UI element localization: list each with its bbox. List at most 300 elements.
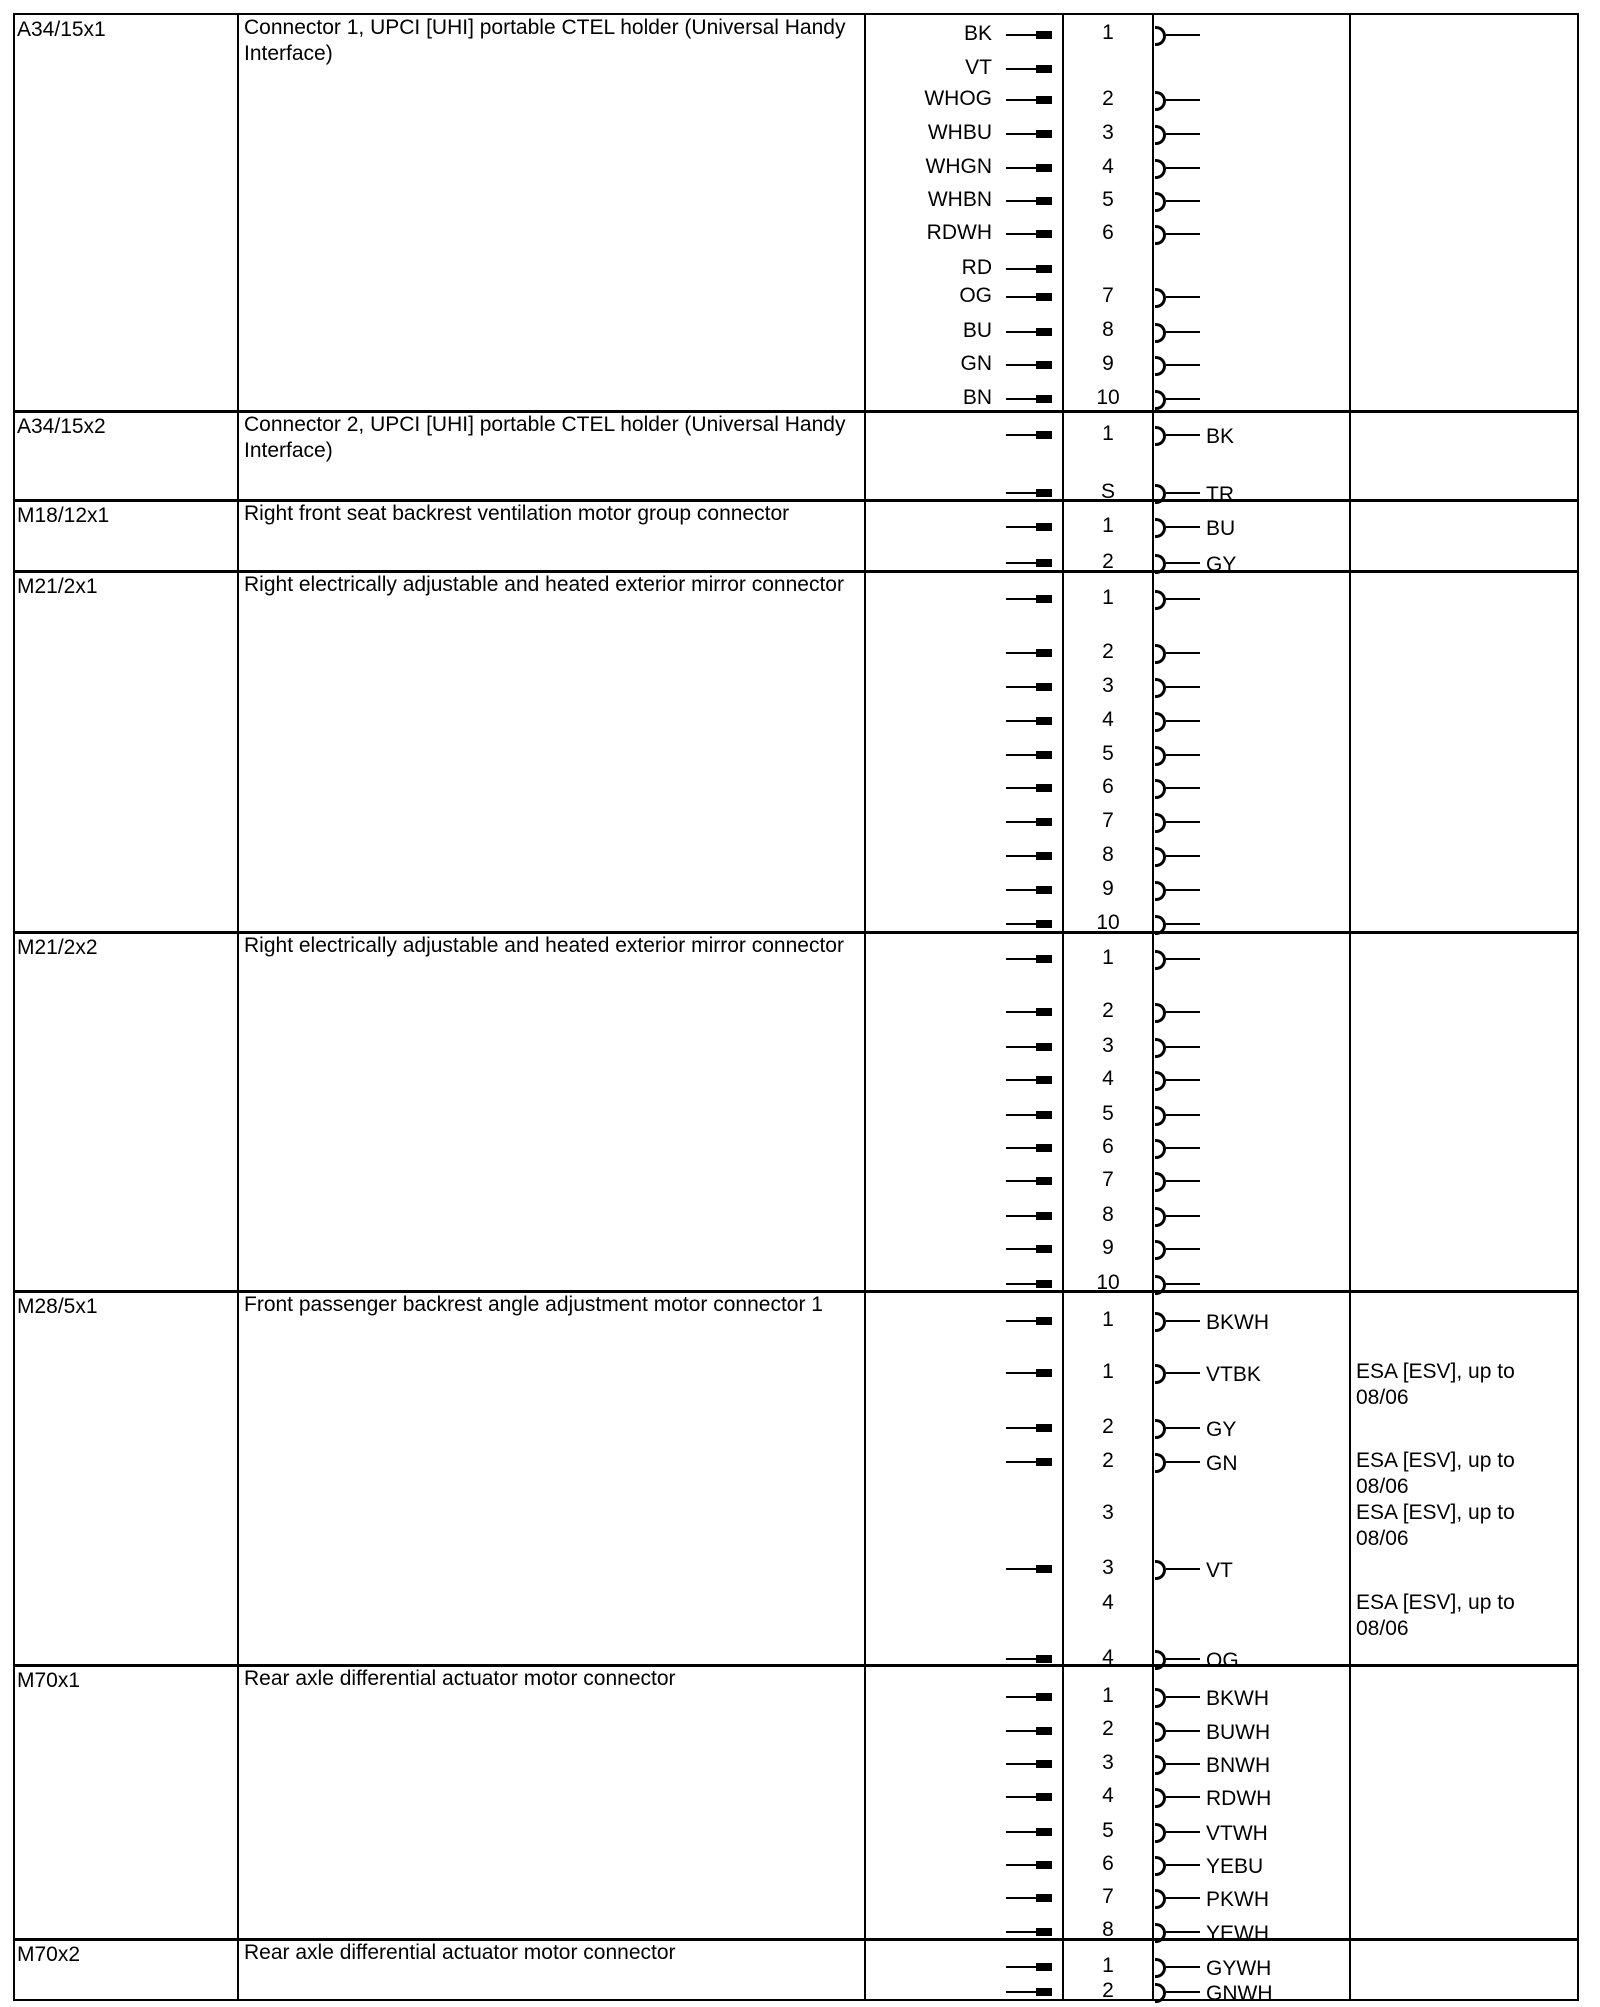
pin-terminal-icon bbox=[1036, 1963, 1052, 1971]
connector-description: Right front seat backrest ventilation motor group connector bbox=[244, 502, 790, 525]
wire-line bbox=[1006, 1180, 1038, 1182]
wire-line bbox=[1006, 1079, 1038, 1081]
wire-line bbox=[1006, 1283, 1038, 1285]
wire-stub bbox=[864, 1891, 1052, 1905]
socket-arc-icon bbox=[1155, 1207, 1166, 1227]
socket-icon bbox=[1155, 1003, 1203, 1021]
socket-arc-icon bbox=[1155, 779, 1166, 799]
pin-terminal-icon bbox=[1036, 1369, 1052, 1377]
socket-icon bbox=[1155, 554, 1203, 572]
wire-color-right: VT bbox=[1206, 1559, 1233, 1582]
socket-icon bbox=[1155, 484, 1203, 502]
socket-arc-icon bbox=[1155, 1038, 1166, 1058]
wire-color-left: GN bbox=[960, 352, 992, 375]
socket-arc-icon bbox=[1155, 1958, 1166, 1978]
socket-arc-icon bbox=[1155, 91, 1166, 111]
socket-lead bbox=[1166, 1461, 1200, 1463]
pin-number: 2 bbox=[1102, 640, 1114, 663]
wire-stub bbox=[864, 917, 1052, 931]
wire-line bbox=[1006, 958, 1038, 960]
socket-icon bbox=[1155, 1240, 1203, 1258]
socket-lead bbox=[1166, 821, 1200, 823]
socket-lead bbox=[1166, 331, 1200, 333]
socket-lead bbox=[1166, 296, 1200, 298]
pin-terminal-icon bbox=[1036, 1280, 1052, 1288]
wire-line bbox=[1006, 1461, 1038, 1463]
socket-icon bbox=[1155, 1453, 1203, 1471]
pin-number: 6 bbox=[1102, 775, 1114, 798]
socket-lead bbox=[1166, 1079, 1200, 1081]
pin-terminal-icon bbox=[1036, 1793, 1052, 1801]
socket-arc-icon bbox=[1155, 356, 1166, 376]
socket-icon bbox=[1155, 288, 1203, 306]
pin-terminal-icon bbox=[1036, 164, 1052, 172]
pin-number: 6 bbox=[1102, 221, 1114, 244]
pin-terminal-icon bbox=[1036, 230, 1052, 238]
socket-lead bbox=[1166, 1283, 1200, 1285]
socket-lead bbox=[1166, 1931, 1200, 1933]
pin-number: 7 bbox=[1102, 1885, 1114, 1908]
wire-stub bbox=[864, 1858, 1052, 1872]
wire-line bbox=[1006, 787, 1038, 789]
socket-icon bbox=[1155, 1071, 1203, 1089]
socket-icon bbox=[1155, 847, 1203, 865]
pin-terminal-icon bbox=[1036, 361, 1052, 369]
wire-stub bbox=[864, 1960, 1052, 1974]
socket-icon bbox=[1155, 356, 1203, 374]
wire-line bbox=[1006, 720, 1038, 722]
wire-line bbox=[1006, 1831, 1038, 1833]
connector-code: A34/15x2 bbox=[17, 415, 106, 438]
pin-terminal-icon bbox=[1036, 1144, 1052, 1152]
pin-terminal-icon bbox=[1036, 96, 1052, 104]
pin-number: 2 bbox=[1102, 1415, 1114, 1438]
pin-number: 2 bbox=[1102, 1449, 1114, 1472]
connector-description: Connector 2, UPCI [UHI] portable CTEL holder (Universal Handy Interface) bbox=[244, 413, 846, 462]
socket-lead bbox=[1166, 133, 1200, 135]
connector-code: M21/2x2 bbox=[17, 936, 98, 959]
pin-number: S bbox=[1100, 480, 1115, 503]
pin-terminal-icon bbox=[1036, 1177, 1052, 1185]
wire-line bbox=[1006, 1897, 1038, 1899]
socket-icon bbox=[1155, 192, 1203, 210]
pin-terminal-icon bbox=[1036, 1212, 1052, 1220]
socket-lead bbox=[1166, 1831, 1200, 1833]
pin-number: 7 bbox=[1102, 1168, 1114, 1191]
socket-arc-icon bbox=[1155, 1889, 1166, 1909]
socket-arc-icon bbox=[1155, 644, 1166, 664]
wire-stub bbox=[864, 1174, 1052, 1188]
wire-stub bbox=[864, 1108, 1052, 1122]
pin-number: 1 bbox=[1102, 514, 1114, 537]
connector-code: M70x1 bbox=[17, 1669, 81, 1692]
socket-icon bbox=[1155, 1788, 1203, 1806]
wire-line bbox=[1006, 562, 1038, 564]
wire-color-right: GY bbox=[1206, 1418, 1237, 1441]
wire-stub bbox=[864, 883, 1052, 897]
socket-lead bbox=[1166, 1966, 1200, 1968]
socket-icon bbox=[1155, 590, 1203, 608]
socket-lead bbox=[1166, 34, 1200, 36]
wire-stub bbox=[864, 680, 1052, 694]
pin-number: 4 bbox=[1102, 1067, 1114, 1090]
wire-stub bbox=[864, 1652, 1052, 1666]
wire-line bbox=[1006, 1114, 1038, 1116]
wire-color-right: BKWH bbox=[1206, 1311, 1269, 1334]
socket-arc-icon bbox=[1155, 746, 1166, 766]
socket-lead bbox=[1166, 492, 1200, 494]
wire-stub bbox=[864, 486, 1052, 500]
socket-arc-icon bbox=[1155, 678, 1166, 698]
socket-arc-icon bbox=[1155, 1650, 1166, 1670]
wire-color-right: GN bbox=[1206, 1452, 1238, 1475]
pin-number: 1 bbox=[1102, 586, 1114, 609]
pin-number: 1 bbox=[1102, 1308, 1114, 1331]
socket-icon bbox=[1155, 1038, 1203, 1056]
socket-icon bbox=[1155, 881, 1203, 899]
pin-number: 4 bbox=[1102, 708, 1114, 731]
wire-line bbox=[1006, 923, 1038, 925]
pin-number: 6 bbox=[1102, 1135, 1114, 1158]
wire-line bbox=[1006, 1568, 1038, 1570]
wire-stub bbox=[864, 1209, 1052, 1223]
pin-terminal-icon bbox=[1036, 328, 1052, 336]
wire-stub bbox=[864, 1690, 1052, 1704]
connector-description: Rear axle differential actuator motor connector bbox=[244, 1941, 676, 1964]
wire-line bbox=[1006, 652, 1038, 654]
wire-color-right: BKWH bbox=[1206, 1687, 1269, 1710]
socket-icon bbox=[1155, 1755, 1203, 1773]
wire-color-left: OG bbox=[959, 284, 992, 307]
wire-stub bbox=[864, 1005, 1052, 1019]
wire-color-left: BK bbox=[963, 22, 992, 45]
wire-line bbox=[1006, 1320, 1038, 1322]
socket-arc-icon bbox=[1155, 426, 1166, 446]
pin-terminal-icon bbox=[1036, 1928, 1052, 1936]
socket-arc-icon bbox=[1155, 1172, 1166, 1192]
socket-icon bbox=[1155, 1139, 1203, 1157]
pin-terminal-icon bbox=[1036, 717, 1052, 725]
connector-description: Connector 1, UPCI [UHI] portable CTEL holder (Universal Handy Interface) bbox=[244, 16, 846, 65]
socket-arc-icon bbox=[1155, 288, 1166, 308]
socket-lead bbox=[1166, 923, 1200, 925]
socket-icon bbox=[1155, 91, 1203, 109]
column-divider bbox=[13, 13, 15, 1999]
socket-lead bbox=[1166, 99, 1200, 101]
socket-lead bbox=[1166, 1696, 1200, 1698]
socket-arc-icon bbox=[1155, 390, 1166, 410]
pin-terminal-icon bbox=[1036, 1828, 1052, 1836]
pin-number: 4 bbox=[1102, 1591, 1114, 1614]
socket-lead bbox=[1166, 686, 1200, 688]
socket-icon bbox=[1155, 125, 1203, 143]
pin-number: 9 bbox=[1102, 877, 1114, 900]
pin-number: 3 bbox=[1102, 121, 1114, 144]
wire-line bbox=[1006, 1931, 1038, 1933]
socket-icon bbox=[1155, 1312, 1203, 1330]
socket-lead bbox=[1166, 434, 1200, 436]
socket-lead bbox=[1166, 1046, 1200, 1048]
socket-icon bbox=[1155, 779, 1203, 797]
connector-description: Rear axle differential actuator motor connector bbox=[244, 1667, 676, 1690]
pin-number: 5 bbox=[1102, 1102, 1114, 1125]
pin-terminal-icon bbox=[1036, 649, 1052, 657]
wire-stub bbox=[864, 849, 1052, 863]
wire-line bbox=[1006, 1763, 1038, 1765]
socket-lead bbox=[1166, 398, 1200, 400]
pin-terminal-icon bbox=[1036, 395, 1052, 403]
wire-stub bbox=[864, 556, 1052, 570]
socket-arc-icon bbox=[1155, 323, 1166, 343]
socket-icon bbox=[1155, 1958, 1203, 1976]
pin-terminal-icon bbox=[1036, 1655, 1052, 1663]
wire-stub bbox=[864, 319, 1052, 342]
wire-color-right: VTBK bbox=[1206, 1363, 1261, 1386]
socket-lead bbox=[1166, 1763, 1200, 1765]
socket-lead bbox=[1166, 1897, 1200, 1899]
socket-arc-icon bbox=[1155, 1240, 1166, 1260]
wire-stub bbox=[864, 952, 1052, 966]
socket-arc-icon bbox=[1155, 192, 1166, 212]
socket-icon bbox=[1155, 712, 1203, 730]
wire-stub bbox=[864, 22, 1052, 45]
socket-lead bbox=[1166, 787, 1200, 789]
wire-line bbox=[1006, 855, 1038, 857]
socket-lead bbox=[1166, 889, 1200, 891]
pin-number: 1 bbox=[1102, 1684, 1114, 1707]
pin-number: 9 bbox=[1102, 1236, 1114, 1259]
socket-icon bbox=[1155, 1106, 1203, 1124]
wire-line bbox=[1006, 1215, 1038, 1217]
pin-number: 4 bbox=[1102, 155, 1114, 178]
wire-stub bbox=[864, 1141, 1052, 1155]
wire-note: ESA [ESV], up to 08/06 bbox=[1356, 1360, 1515, 1409]
socket-arc-icon bbox=[1155, 847, 1166, 867]
connector-code: M28/5x1 bbox=[17, 1295, 98, 1318]
socket-arc-icon bbox=[1155, 1003, 1166, 1023]
pin-terminal-icon bbox=[1036, 818, 1052, 826]
pin-number: 1 bbox=[1102, 422, 1114, 445]
socket-lead bbox=[1166, 1568, 1200, 1570]
socket-lead bbox=[1166, 1864, 1200, 1866]
wire-line bbox=[1006, 821, 1038, 823]
socket-lead bbox=[1166, 1147, 1200, 1149]
socket-arc-icon bbox=[1155, 1071, 1166, 1091]
socket-icon bbox=[1155, 1856, 1203, 1874]
socket-arc-icon bbox=[1155, 518, 1166, 538]
wire-stub bbox=[864, 1562, 1052, 1576]
wire-stub bbox=[864, 284, 1052, 307]
row-divider bbox=[13, 1999, 1579, 2001]
wire-stub bbox=[864, 1242, 1052, 1256]
connector-code: A34/15x1 bbox=[17, 18, 106, 41]
pin-terminal-icon bbox=[1036, 130, 1052, 138]
wire-stub bbox=[864, 1040, 1052, 1054]
pin-terminal-icon bbox=[1036, 1076, 1052, 1084]
wire-line bbox=[1006, 133, 1038, 135]
socket-lead bbox=[1166, 1658, 1200, 1660]
pin-terminal-icon bbox=[1036, 197, 1052, 205]
wire-line bbox=[1006, 1730, 1038, 1732]
pin-number: 1 bbox=[1102, 1360, 1114, 1383]
wire-stub bbox=[864, 256, 1052, 279]
socket-icon bbox=[1155, 950, 1203, 968]
socket-lead bbox=[1166, 1248, 1200, 1250]
socket-arc-icon bbox=[1155, 1560, 1166, 1580]
wire-stub bbox=[864, 1277, 1052, 1291]
wire-stub bbox=[864, 1455, 1052, 1469]
socket-icon bbox=[1155, 26, 1203, 44]
wire-note: ESA [ESV], up to 08/06 bbox=[1356, 1449, 1515, 1498]
socket-icon bbox=[1155, 1172, 1203, 1190]
connector-code: M18/12x1 bbox=[17, 504, 110, 527]
socket-lead bbox=[1166, 233, 1200, 235]
socket-lead bbox=[1166, 1180, 1200, 1182]
socket-icon bbox=[1155, 1688, 1203, 1706]
pin-terminal-icon bbox=[1036, 751, 1052, 759]
socket-arc-icon bbox=[1155, 881, 1166, 901]
wire-note: ESA [ESV], up to 08/06 bbox=[1356, 1591, 1515, 1640]
socket-lead bbox=[1166, 1011, 1200, 1013]
socket-arc-icon bbox=[1155, 813, 1166, 833]
pin-number: 4 bbox=[1102, 1646, 1114, 1669]
pin-terminal-icon bbox=[1036, 431, 1052, 439]
wire-color-right: OG bbox=[1206, 1649, 1239, 1672]
pin-terminal-icon bbox=[1036, 1245, 1052, 1253]
wire-color-right: GYWH bbox=[1206, 1957, 1272, 1980]
socket-icon bbox=[1155, 426, 1203, 444]
pin-terminal-icon bbox=[1036, 1458, 1052, 1466]
column-divider bbox=[1062, 13, 1064, 1999]
pin-terminal-icon bbox=[1036, 1565, 1052, 1573]
wire-color-left: WHBN bbox=[927, 188, 992, 211]
pin-terminal-icon bbox=[1036, 683, 1052, 691]
column-divider bbox=[1349, 13, 1351, 1999]
wire-line bbox=[1006, 754, 1038, 756]
wire-color-right: BNWH bbox=[1206, 1754, 1271, 1777]
socket-arc-icon bbox=[1155, 484, 1166, 504]
wire-stub bbox=[864, 188, 1052, 211]
pin-terminal-icon bbox=[1036, 955, 1052, 963]
wire-color-right: YEBU bbox=[1206, 1855, 1264, 1878]
connector-description: Right electrically adjustable and heated exterior mirror connector bbox=[244, 573, 844, 596]
wire-color-left: WHBU bbox=[927, 121, 992, 144]
pin-number: 2 bbox=[1102, 999, 1114, 1022]
connector-code: M70x2 bbox=[17, 1943, 81, 1966]
wire-stub bbox=[864, 1825, 1052, 1839]
pin-number: 8 bbox=[1102, 1203, 1114, 1226]
wire-stub bbox=[864, 815, 1052, 829]
socket-icon bbox=[1155, 644, 1203, 662]
pin-terminal-icon bbox=[1036, 920, 1052, 928]
wire-line bbox=[1006, 1147, 1038, 1149]
socket-icon bbox=[1155, 1560, 1203, 1578]
socket-arc-icon bbox=[1155, 712, 1166, 732]
wire-stub bbox=[864, 1724, 1052, 1738]
socket-lead bbox=[1166, 1427, 1200, 1429]
connector-description: Front passenger backrest angle adjustment motor connector 1 bbox=[244, 1293, 823, 1316]
wire-line bbox=[1006, 492, 1038, 494]
socket-arc-icon bbox=[1155, 1106, 1166, 1126]
socket-lead bbox=[1166, 1320, 1200, 1322]
wire-line bbox=[1006, 434, 1038, 436]
wire-stub bbox=[864, 748, 1052, 762]
pin-number: 8 bbox=[1102, 1918, 1114, 1941]
pin-number: 4 bbox=[1102, 1784, 1114, 1807]
socket-lead bbox=[1166, 1215, 1200, 1217]
wire-stub bbox=[864, 155, 1052, 178]
wire-line bbox=[1006, 200, 1038, 202]
pin-number: 10 bbox=[1096, 1271, 1120, 1294]
wire-stub bbox=[864, 1421, 1052, 1435]
socket-icon bbox=[1155, 1364, 1203, 1382]
socket-arc-icon bbox=[1155, 1364, 1166, 1384]
pin-terminal-icon bbox=[1036, 852, 1052, 860]
socket-icon bbox=[1155, 1722, 1203, 1740]
socket-lead bbox=[1166, 364, 1200, 366]
pin-terminal-icon bbox=[1036, 65, 1052, 73]
socket-icon bbox=[1155, 1889, 1203, 1907]
wire-stub bbox=[864, 1985, 1052, 1999]
wire-color-right: GNWH bbox=[1206, 1982, 1273, 2005]
socket-arc-icon bbox=[1155, 915, 1166, 935]
socket-lead bbox=[1166, 720, 1200, 722]
socket-arc-icon bbox=[1155, 1823, 1166, 1843]
pin-terminal-icon bbox=[1036, 1424, 1052, 1432]
wire-stub bbox=[864, 428, 1052, 442]
wire-stub bbox=[864, 87, 1052, 110]
wire-stub bbox=[864, 592, 1052, 606]
wire-line bbox=[1006, 1011, 1038, 1013]
socket-lead bbox=[1166, 958, 1200, 960]
pin-terminal-icon bbox=[1036, 1988, 1052, 1996]
wire-stub bbox=[864, 221, 1052, 244]
socket-arc-icon bbox=[1155, 1856, 1166, 1876]
wire-color-right: YEWH bbox=[1206, 1922, 1269, 1945]
pin-terminal-icon bbox=[1036, 595, 1052, 603]
socket-arc-icon bbox=[1155, 1688, 1166, 1708]
wire-line bbox=[1006, 1046, 1038, 1048]
socket-arc-icon bbox=[1155, 590, 1166, 610]
pin-number: 3 bbox=[1102, 674, 1114, 697]
wire-stub bbox=[864, 1757, 1052, 1771]
wire-line bbox=[1006, 364, 1038, 366]
wire-stub bbox=[864, 1314, 1052, 1328]
socket-arc-icon bbox=[1155, 1453, 1166, 1473]
wire-line bbox=[1006, 1248, 1038, 1250]
wire-color-left: WHOG bbox=[924, 87, 992, 110]
pin-terminal-icon bbox=[1036, 784, 1052, 792]
wire-color-left: BU bbox=[962, 319, 992, 342]
socket-arc-icon bbox=[1155, 1923, 1166, 1943]
wire-line bbox=[1006, 233, 1038, 235]
wire-stub bbox=[864, 1790, 1052, 1804]
wire-note: ESA [ESV], up to 08/06 bbox=[1356, 1501, 1515, 1550]
wire-line bbox=[1006, 68, 1038, 70]
wire-stub bbox=[864, 1366, 1052, 1380]
pin-terminal-icon bbox=[1036, 31, 1052, 39]
pin-terminal-icon bbox=[1036, 1043, 1052, 1051]
pin-terminal-icon bbox=[1036, 1008, 1052, 1016]
wire-stub bbox=[864, 1925, 1052, 1939]
wire-color-right: BK bbox=[1206, 425, 1235, 448]
socket-icon bbox=[1155, 323, 1203, 341]
socket-lead bbox=[1166, 1372, 1200, 1374]
pin-terminal-icon bbox=[1036, 1317, 1052, 1325]
socket-lead bbox=[1166, 200, 1200, 202]
pin-number: 8 bbox=[1102, 318, 1114, 341]
wire-color-right: RDWH bbox=[1206, 1787, 1272, 1810]
